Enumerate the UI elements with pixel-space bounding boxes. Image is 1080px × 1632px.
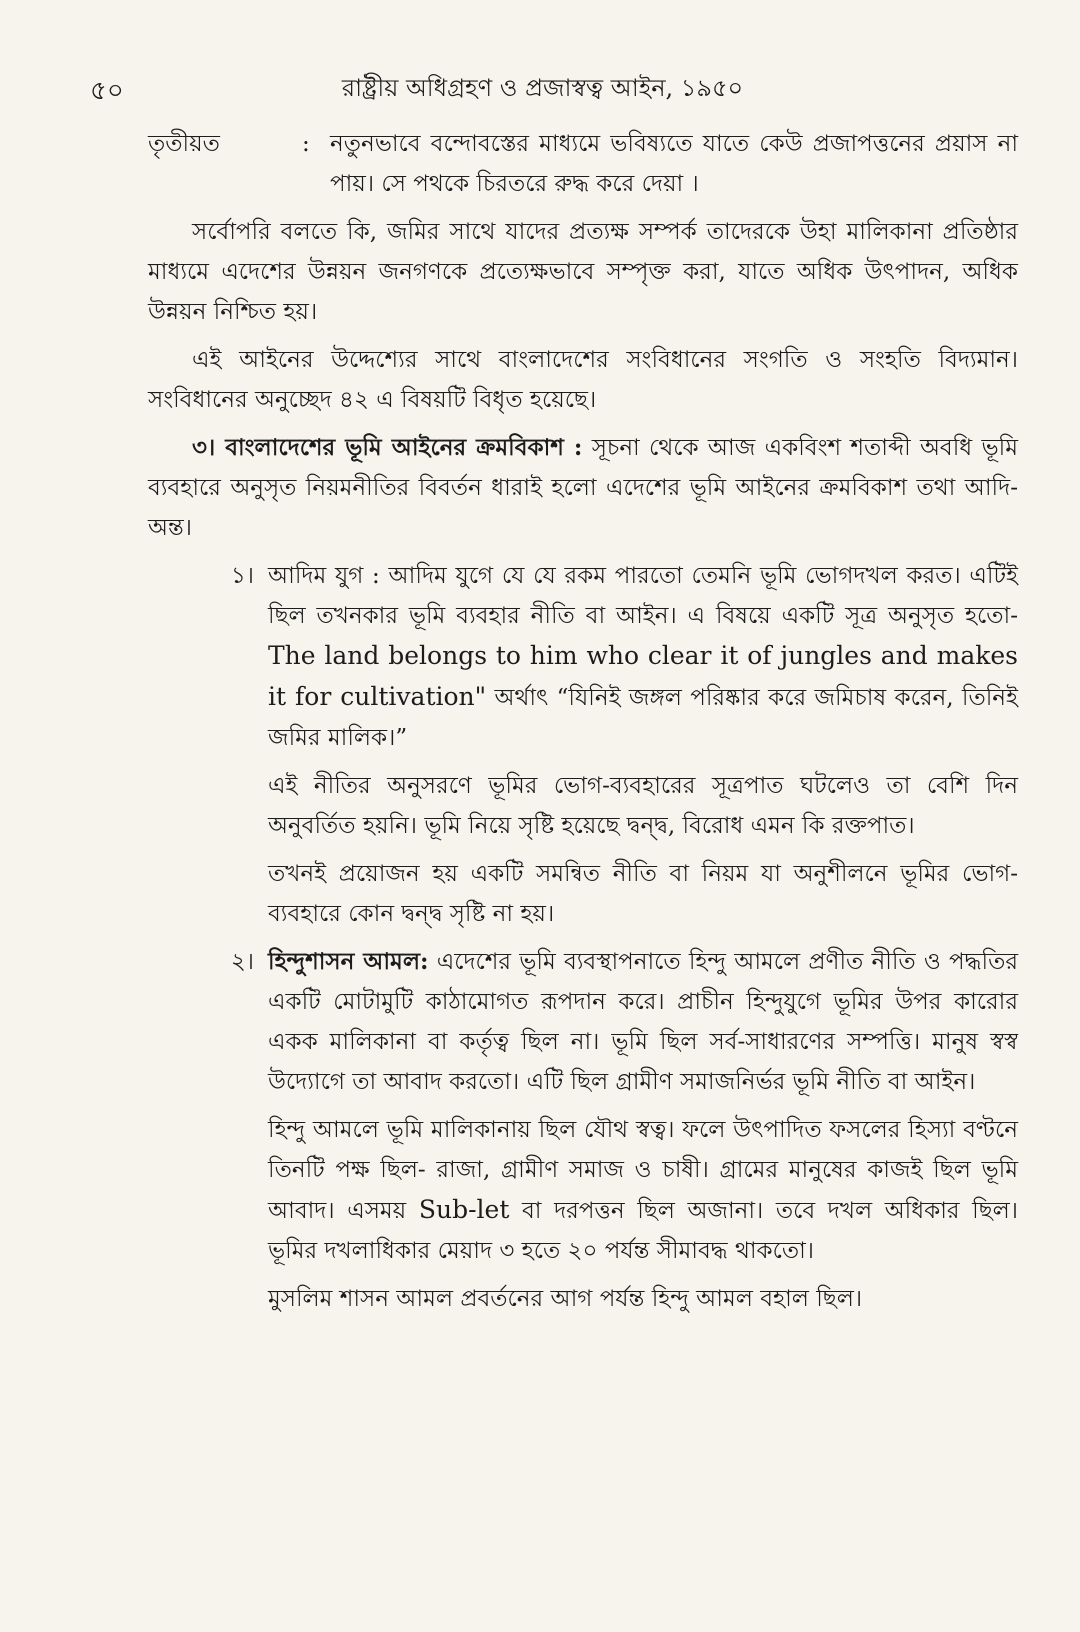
section-3-text: সূচনা থেকে আজ একবিংশ শতাব্দী অবধি ভূমি ব্যবহারে অনুসৃত নিয়মনীতির বিবর্তন ধারাই হলো এদেশের ভূমি আইনের ক্রমবিকাশ তথা আদি-অন্ত।: [148, 435, 1019, 541]
running-title: রাষ্ট্রীয় অধিগ্রহণ ও প্রজাস্বত্ব আইন, ১৯৫০: [341, 74, 744, 102]
section-3: [148, 428, 1018, 548]
item-2-paragraph-3: মুসলিম শাসন আমল প্রবর্তনের আগ পর্যন্ত হিন্দু আমল বহাল ছিল।: [268, 1286, 863, 1312]
item-1-paragraph-3: তখনই প্রয়োজন হয় একটি সমন্বিত নীতি বা নিয়ম যা অনুশীলনে ভূমির ভোগ-ব্যবহারে কোন দ্বন্দ্ব সৃষ্টি না হয়।: [268, 861, 1018, 927]
item-2-heading: হিন্দুশাসন আমল:: [268, 948, 429, 975]
item-2-text: এদেশের ভূমি ব্যবস্থাপনাতে হিন্দু আমলে প্রণীত নীতি ও পদ্ধতির একটি মোটামুটি কাঠামোগত রূপদান করে। প্রাচীন হিন্দুযুগে ভূমির উপর কারোর একক মালিকানা বা কর্তৃত্ব ছিল না। ভূমি ছিল সর্ব-সাধারণের সম্পত্তি। মানুষ স্বস্ব উদ্যোগে তা আবাদ করতো। এটি ছিল গ্রামীণ সমাজনির্ভর ভূমি নীতি বা আইন।: [268, 949, 1019, 1095]
intro-colon: :: [302, 131, 310, 157]
intro-text: নতুনভাবে বন্দোবস্তের মাধ্যমে ভবিষ্যতে যাতে কেউ প্রজাপত্তনের প্রয়াস না পায়। সে পথকে চিরতরে রুদ্ধ করে দেয়া ।: [330, 131, 1018, 197]
paragraph-overall: সর্বোপরি বলতে কি, জমির সাথে যাদের প্রত্যক্ষ সম্পর্ক তাদেরকে উহা মালিকানা প্রতিষ্ঠার মাধ্যমে এদেশের উন্নয়ন জনগণকে প্রত্যেক্ষভাবে সম্পৃক্ত করা, যাতে অধিক উৎপাদন, অধিক উন্নয়ন নিশ্চিত হয়।: [148, 219, 1018, 325]
item-2: [148, 942, 1018, 1102]
item-1-english-quote: The land belongs to him who clear it of jungles and makes it for cultivation": [268, 641, 1018, 711]
sublet-term: Sub-let: [418, 1195, 510, 1224]
paragraph-constitution: এই আইনের উদ্দেশ্যের সাথে বাংলাদেশের সংবিধানের সংগতি ও সংহতি বিদ্যমান। সংবিধানের অনুচ্ছেদ ৪২ এ বিষয়টি বিধৃত হয়েছে।: [148, 347, 1018, 413]
page-header: [90, 70, 995, 110]
section-3-heading: ৩। বাংলাদেশের ভূমি আইনের ক্রমবিকাশ :: [192, 434, 583, 461]
item-1: [148, 556, 1018, 758]
item-1-number: ১।: [230, 563, 254, 589]
item-1-paragraph-2: এই নীতির অনুসরণে ভূমির ভোগ-ব্যবহারের সূত্রপাত ঘটলেও তা বেশি দিন অনুবর্তিত হয়নি। ভূমি নিয়ে সৃষ্টি হয়েছে দ্বন্দ্ব, বিরোধ এমন কি রক্তপাত।: [268, 773, 1018, 839]
item-1-heading: আদিম যুগ :: [268, 563, 380, 589]
intro-label: তৃতীয়ত: [148, 131, 220, 157]
item-2-paragraph-2: হিন্দু আমলে ভূমি মালিকানায় ছিল যৌথ স্বত্ব। ফলে উৎপাদিত ফসলের হিস্যা বণ্টনে তিনটি পক্ষ ছিল- রাজা, গ্রামীণ সমাজ ও চাষী। গ্রামের মানুষের কাজই ছিল ভূমি আবাদ। এসময় Sub-let বা দরপত্তন ছিল অজানা। তবে দখল অধিকার ছিল। ভূমির দখলাধিকার মেয়াদ ৩ হতে ২০ পর্যন্ত সীমাবদ্ধ থাকতো।: [268, 1117, 1019, 1264]
item-1-translation: অর্থাৎ “যিনিই জঙ্গল পরিষ্কার করে জমিচাষ করেন, তিনিই জমির মালিক।”: [268, 685, 1018, 751]
intro-block: [148, 124, 1018, 204]
item-2-number: ২।: [230, 949, 254, 975]
item-1-text: আদিম যুগে যে যে রকম পারতো তেমনি ভূমি ভোগদখল করত। এটিই ছিল তখনকার ভূমি ব্যবহার নীতি বা আইন। এ বিষয়ে একটি সূত্র অনুসৃত হতো-: [268, 563, 1018, 629]
page-body: [148, 124, 1018, 1327]
page-number: ৫০: [90, 76, 124, 106]
